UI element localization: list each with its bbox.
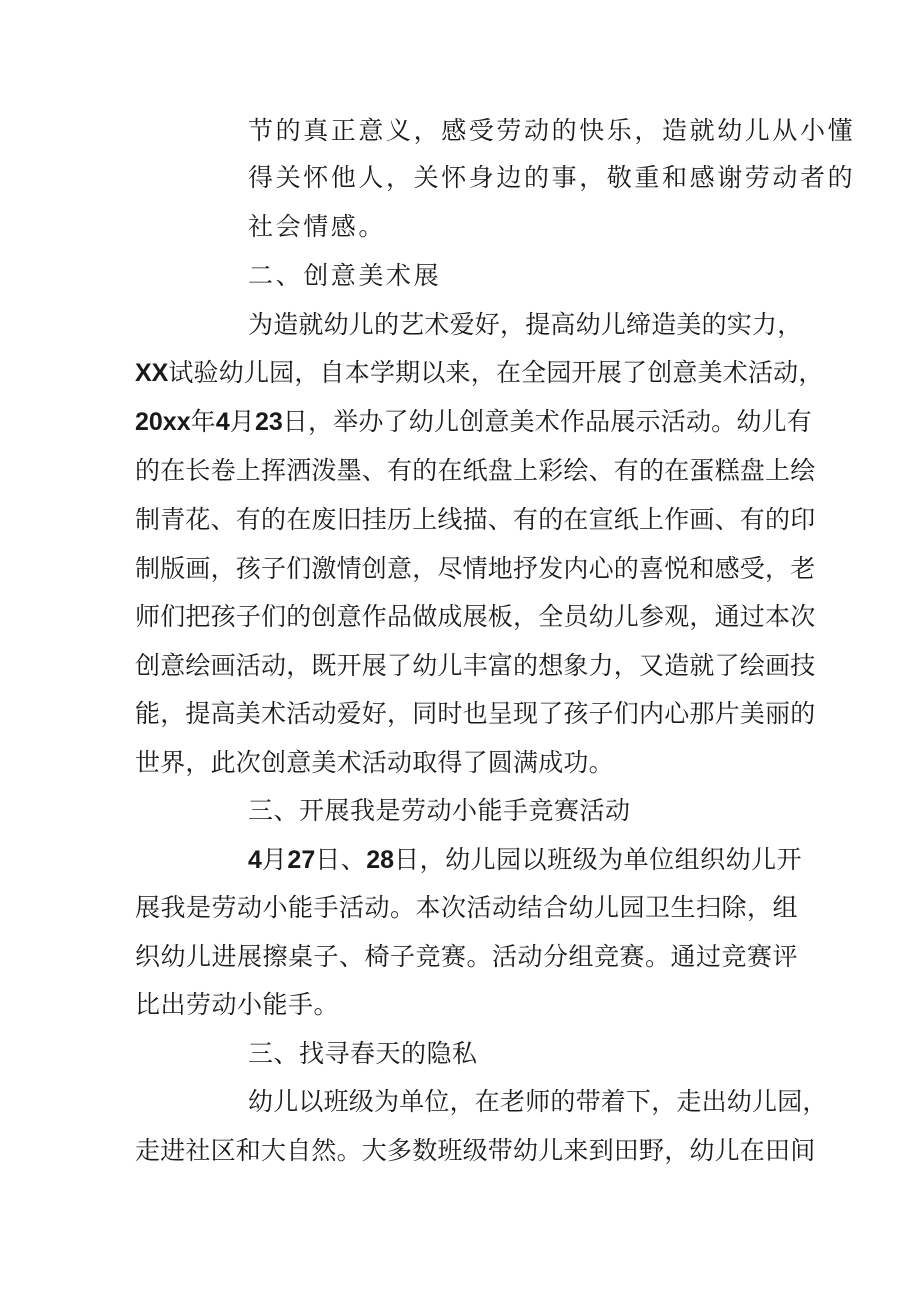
paragraph-2-line-1: 为造就幼儿的艺术爱好，提高幼儿缔造美的实力， [248, 310, 803, 339]
paragraph-3-line-2: 展我是劳动小能手活动。本次活动结合幼儿园卫生扫除，组 [135, 893, 799, 922]
paragraph-2-line-7: 师们把孩子们的创意作品做成展板，全员幼儿参观，通过本次 [135, 602, 816, 631]
paragraph-2-line-3 [135, 407, 812, 437]
paragraph-3-line-3: 织幼儿进展擦桌子、椅子竞赛。活动分组竞赛。通过竞赛评 [135, 942, 799, 971]
paragraph-1-line-1: 节的真正意义，感受劳动的快乐，造就幼儿从小懂 [248, 116, 856, 145]
paragraph-2-line-6: 制版画，孩子们激情创意，尽情地抒发内心的喜悦和感受，老 [135, 554, 816, 583]
paragraph-2-line-3-number-3: 23 [254, 408, 283, 436]
paragraph-4-line-1: 幼儿以班级为单位，在老师的带着下，走出幼儿园， [248, 1087, 828, 1116]
paragraph-1-line-2: 得关怀他人，关怀身边的事，敬重和感谢劳动者的 [248, 163, 856, 192]
paragraph-2-line-5: 制青花、有的在废旧挂历上线描、有的在宣纸上作画、有的印 [135, 505, 816, 534]
paragraph-2-line-10: 世界，此次创意美术活动取得了圆满成功。 [135, 748, 614, 777]
paragraph-3-line-1-number-2: 27 [287, 846, 316, 874]
paragraph-2-line-4: 的在长卷上挥洒泼墨、有的在纸盘上彩绘、有的在蛋糕盘上绘 [135, 456, 816, 485]
paragraph-3-line-1-number-3: 28 [366, 846, 395, 874]
paragraph-3-line-1-number-1: 4 [248, 846, 262, 874]
paragraph-2-line-8: 创意绘画活动，既开展了幼儿丰富的想象力，又造就了绘画技 [135, 651, 816, 680]
paragraph-2-line-3-text-3: 日，举办了幼儿创意美术作品展示活动。幼儿有 [282, 407, 812, 436]
paragraph-2-line-2-number: XX [135, 359, 169, 387]
paragraph-2-line-9: 能，提高美术活动爱好，同时也呈现了孩子们内心那片美丽的 [135, 699, 816, 728]
paragraph-3-line-1-text-1: 月 [261, 845, 288, 874]
paragraph-2-line-2 [135, 358, 824, 388]
paragraph-2-line-3-number-1: 20xx [135, 408, 191, 436]
paragraph-3-line-4: 比出劳动小能手。 [135, 990, 340, 1019]
paragraph-3-line-1-text-3: 日，幼儿园以班级为单位组织幼儿开 [394, 845, 803, 874]
paragraph-2-line-3-text-1: 年 [190, 407, 216, 436]
paragraph-3-line-1-text-2: 日、 [315, 845, 367, 874]
paragraph-1-line-3: 社会情感。 [248, 212, 387, 241]
section-heading-spring-search: 三、找寻春天的隐私 [248, 1039, 478, 1068]
paragraph-2-line-2-text: 试验幼儿园，自本学期以来，在全园开展了创意美术活动， [168, 358, 824, 387]
section-heading-art-exhibition: 二、创意美术展 [248, 261, 442, 290]
paragraph-4-line-2: 走进社区和大自然。大多数班级带幼儿来到田野，幼儿在田间 [135, 1136, 816, 1165]
paragraph-3-line-1 [248, 845, 802, 875]
section-heading-labor-contest: 三、开展我是劳动小能手竞赛活动 [248, 796, 631, 825]
paragraph-2-line-3-text-2: 月 [229, 407, 255, 436]
paragraph-2-line-3-number-2: 4 [215, 408, 230, 436]
